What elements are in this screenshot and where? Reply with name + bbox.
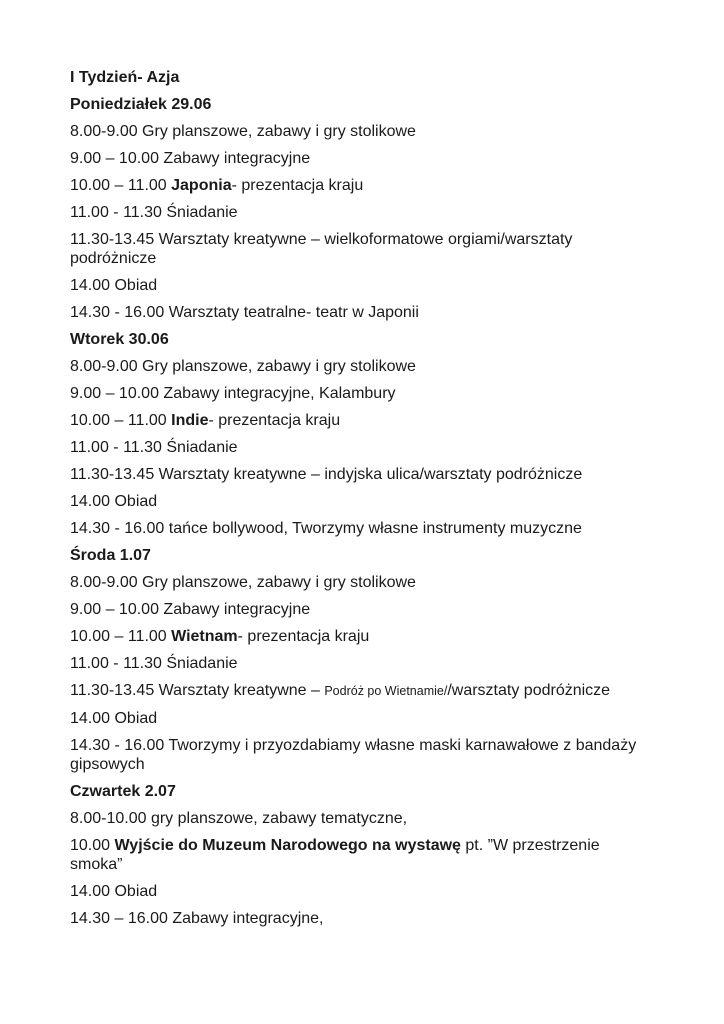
schedule-item-text: 10.00 – 11.00 bbox=[70, 412, 172, 429]
schedule-item-text: 9.00 – 10.00 Zabawy integracyjne, Kalambury bbox=[70, 385, 396, 402]
schedule-item bbox=[70, 654, 650, 673]
schedule-item bbox=[70, 465, 650, 484]
schedule-item-text: /warsztaty podróżnicze bbox=[447, 682, 611, 699]
schedule-item-text: 11.30-13.45 Warsztaty kreatywne – indyjska ulica/warsztaty podróżnicze bbox=[70, 466, 583, 483]
schedule-item-text: 14.00 Obiad bbox=[70, 277, 158, 294]
schedule-item-text: 11.30-13.45 Warsztaty kreatywne – bbox=[70, 682, 325, 699]
schedule-item bbox=[70, 809, 650, 828]
schedule-item bbox=[70, 149, 650, 168]
day-heading: Czwartek 2.07 bbox=[70, 783, 176, 800]
schedule-item-text: 10.00 bbox=[70, 837, 115, 854]
schedule-item bbox=[70, 627, 650, 646]
schedule-item-highlight: Wietnam bbox=[171, 628, 238, 645]
schedule-item-text: 9.00 – 10.00 Zabawy integracyjne bbox=[70, 601, 311, 618]
schedule-item-highlight: Indie bbox=[171, 412, 209, 429]
schedule-item bbox=[70, 384, 650, 403]
schedule-item-text: 14.00 Obiad bbox=[70, 883, 158, 900]
schedule-item-text: 10.00 – 11.00 bbox=[70, 628, 172, 645]
day-heading: Wtorek 30.06 bbox=[70, 331, 169, 348]
days-container bbox=[70, 95, 650, 928]
schedule-item-text: - prezentacja kraju bbox=[231, 177, 364, 194]
schedule-item bbox=[70, 276, 650, 295]
schedule-item bbox=[70, 519, 650, 538]
schedule-item-text: pt. ”W przestrzenie smoka” bbox=[70, 837, 600, 873]
schedule-item bbox=[70, 573, 650, 592]
schedule-item-text: - prezentacja kraju bbox=[208, 412, 341, 429]
schedule-document bbox=[70, 68, 650, 936]
schedule-item-text: 14.30 - 16.00 Warsztaty teatralne- teatr w Japonii bbox=[70, 304, 419, 321]
schedule-item-text: 14.30 – 16.00 Zabawy integracyjne, bbox=[70, 910, 324, 927]
schedule-item-text: 8.00-10.00 gry planszowe, zabawy tematyczne, bbox=[70, 810, 408, 827]
schedule-item-highlight: Japonia bbox=[171, 177, 232, 194]
schedule-item-text: 14.00 Obiad bbox=[70, 710, 158, 727]
schedule-item bbox=[70, 230, 650, 268]
schedule-item-text: 8.00-9.00 Gry planszowe, zabawy i gry stolikowe bbox=[70, 358, 416, 375]
schedule-item bbox=[70, 357, 650, 376]
schedule-item-text: Podróż po Wietnamie/ bbox=[324, 684, 448, 698]
schedule-item bbox=[70, 203, 650, 222]
schedule-item bbox=[70, 492, 650, 511]
schedule-item bbox=[70, 736, 650, 774]
schedule-item-text: 11.30-13.45 Warsztaty kreatywne – wielkoformatowe orgiami/warsztaty podróżnicze bbox=[70, 231, 573, 267]
schedule-item-highlight: Wyjście do Muzeum Narodowego na wystawę bbox=[114, 837, 461, 854]
schedule-item-text: 11.00 - 11.30 Śniadanie bbox=[70, 655, 238, 672]
schedule-item bbox=[70, 438, 650, 457]
schedule-item-text: 11.00 - 11.30 Śniadanie bbox=[70, 439, 238, 456]
schedule-item bbox=[70, 681, 650, 701]
schedule-item bbox=[70, 122, 650, 141]
schedule-item bbox=[70, 600, 650, 619]
schedule-item bbox=[70, 836, 650, 874]
schedule-item-text: 14.30 - 16.00 Tworzymy i przyozdabiamy własne maski karnawałowe z bandaży gipsowych bbox=[70, 737, 637, 773]
schedule-item bbox=[70, 709, 650, 728]
schedule-item bbox=[70, 176, 650, 195]
schedule-item-text: - prezentacja kraju bbox=[237, 628, 370, 645]
schedule-item bbox=[70, 909, 650, 928]
day-heading: Środa 1.07 bbox=[70, 547, 151, 564]
schedule-item-text: 10.00 – 11.00 bbox=[70, 177, 172, 194]
schedule-item-text: 8.00-9.00 Gry planszowe, zabawy i gry stolikowe bbox=[70, 123, 416, 140]
schedule-item-text: 14.00 Obiad bbox=[70, 493, 158, 510]
day-heading: Poniedziałek 29.06 bbox=[70, 96, 212, 113]
document-title: I Tydzień- Azja bbox=[70, 69, 180, 86]
schedule-item-text: 9.00 – 10.00 Zabawy integracyjne bbox=[70, 150, 311, 167]
schedule-item-text: 8.00-9.00 Gry planszowe, zabawy i gry stolikowe bbox=[70, 574, 416, 591]
schedule-item bbox=[70, 303, 650, 322]
schedule-item-text: 14.30 - 16.00 tańce bollywood, Tworzymy własne instrumenty muzyczne bbox=[70, 520, 582, 537]
schedule-item-text: 11.00 - 11.30 Śniadanie bbox=[70, 204, 238, 221]
schedule-item bbox=[70, 411, 650, 430]
schedule-item bbox=[70, 882, 650, 901]
